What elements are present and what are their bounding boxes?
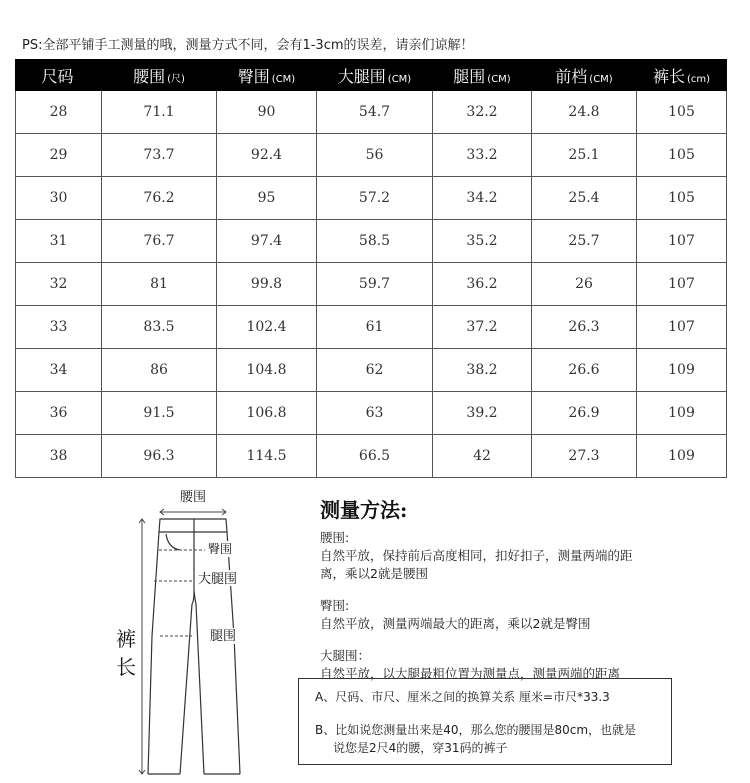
method-waist-title: 腰围:: [320, 530, 350, 545]
table-cell: 33.2: [433, 134, 532, 177]
header-unit: (CM): [487, 73, 511, 85]
header-label: 臀围: [237, 66, 270, 86]
method-hip-body: 自然平放，测量两端最大的距离，乘以2就是臀围: [320, 616, 591, 631]
table-cell: 109: [637, 392, 727, 435]
measurement-method: [320, 494, 740, 697]
table-cell: 28: [16, 91, 102, 134]
method-thigh-body: 自然平放，以大腿最粗位置为测量点，测量两端的距离: [320, 666, 621, 681]
table-cell: 36: [16, 392, 102, 435]
header-cell: [217, 60, 317, 91]
table-cell: 38.2: [433, 349, 532, 392]
table-cell: 32: [16, 263, 102, 306]
table-cell: 109: [637, 349, 727, 392]
table-cell: 56: [317, 134, 433, 177]
conversion-line-a: A、尺码、市尺、厘米之间的换算关系 厘米=市尺*33.3: [315, 690, 610, 704]
header-cell: [433, 60, 532, 91]
table-cell: 83.5: [102, 306, 217, 349]
table-cell: 71.1: [102, 91, 217, 134]
table-cell: 99.8: [217, 263, 317, 306]
table-cell: 90: [217, 91, 317, 134]
table-cell: 106.8: [217, 392, 317, 435]
measurement-note: PS:全部平铺手工测量的哦，测量方式不同，会有1-3cm的误差，请亲们谅解！: [22, 38, 474, 53]
table-cell: 25.7: [532, 220, 637, 263]
table-cell: 25.4: [532, 177, 637, 220]
method-hip: [320, 597, 740, 633]
table-cell: 26: [532, 263, 637, 306]
table-cell: 39.2: [433, 392, 532, 435]
table-row: [16, 91, 727, 134]
table-cell: 76.2: [102, 177, 217, 220]
table-cell: 61: [317, 306, 433, 349]
table-cell: 58.5: [317, 220, 433, 263]
thigh-label: 大腿围: [198, 572, 238, 587]
conversion-line-b: [315, 721, 665, 757]
table-row: [16, 134, 727, 177]
table-cell: 33: [16, 306, 102, 349]
header-unit: (cm): [686, 73, 711, 85]
table-cell: 96.3: [102, 435, 217, 478]
header-label: 尺码: [41, 66, 74, 86]
table-cell: 34: [16, 349, 102, 392]
leg-label: 腿围: [210, 629, 237, 644]
table-cell: 35.2: [433, 220, 532, 263]
header-cell: [317, 60, 433, 91]
header-cell: [16, 60, 102, 91]
table-cell: 30: [16, 177, 102, 220]
table-cell: 97.4: [217, 220, 317, 263]
header-cell: [637, 60, 727, 91]
header-cell: [102, 60, 217, 91]
table-cell: 102.4: [217, 306, 317, 349]
method-waist-body: 自然平放，保持前后高度相同，扣好扣子，测量两端的距离，乘以2就是腰围: [320, 548, 633, 581]
table-cell: 73.7: [102, 134, 217, 177]
header-unit: (CM): [387, 73, 412, 85]
table-cell: 42: [433, 435, 532, 478]
table-cell: 62: [317, 349, 433, 392]
table-row: [16, 349, 727, 392]
pants-diagram: [108, 486, 280, 776]
table-cell: 29: [16, 134, 102, 177]
header-unit: (CM): [589, 73, 613, 85]
conversion-line-b-1: B、比如说您测量出来是40，那么您的腰围是80cm，也就是: [315, 723, 637, 737]
table-cell: 63: [317, 392, 433, 435]
table-row: [16, 435, 727, 478]
method-thigh-title: 大腿围：: [320, 648, 371, 663]
method-waist: [320, 529, 740, 583]
hip-label: 臀围: [208, 542, 233, 556]
table-cell: 31: [16, 220, 102, 263]
table-cell: 92.4: [217, 134, 317, 177]
table-cell: 59.7: [317, 263, 433, 306]
header-unit: (尺): [167, 73, 185, 85]
size-table: [15, 59, 727, 478]
table-cell: 66.5: [317, 435, 433, 478]
table-cell: 37.2: [433, 306, 532, 349]
table-cell: 105: [637, 91, 727, 134]
table-cell: 105: [637, 134, 727, 177]
header-cell: [532, 60, 637, 91]
header-label: 腰围: [133, 66, 166, 86]
length-label-2: 长: [116, 655, 136, 679]
table-cell: 26.3: [532, 306, 637, 349]
table-cell: 95: [217, 177, 317, 220]
table-cell: 26.6: [532, 349, 637, 392]
header-label: 大腿围: [337, 66, 386, 86]
method-title: 测量方法:: [320, 498, 408, 522]
table-cell: 54.7: [317, 91, 433, 134]
table-row: [16, 177, 727, 220]
table-row: [16, 263, 727, 306]
table-row: [16, 220, 727, 263]
table-cell: 91.5: [102, 392, 217, 435]
conversion-line-b-2: 说您是2尺4的腰，穿31码的裤子: [333, 741, 508, 755]
header-label: 腿围: [453, 66, 486, 86]
table-cell: 107: [637, 220, 727, 263]
table-cell: 114.5: [217, 435, 317, 478]
header-label: 裤长: [652, 66, 685, 86]
table-cell: 27.3: [532, 435, 637, 478]
table-cell: 26.9: [532, 392, 637, 435]
table-row: [16, 392, 727, 435]
table-row: [16, 306, 727, 349]
table-cell: 107: [637, 263, 727, 306]
table-cell: 32.2: [433, 91, 532, 134]
table-cell: 25.1: [532, 134, 637, 177]
table-cell: 57.2: [317, 177, 433, 220]
table-cell: 86: [102, 349, 217, 392]
table-cell: 34.2: [433, 177, 532, 220]
table-cell: 104.8: [217, 349, 317, 392]
conversion-box: [298, 678, 672, 765]
table-cell: 76.7: [102, 220, 217, 263]
table-cell: 109: [637, 435, 727, 478]
table-cell: 105: [637, 177, 727, 220]
method-hip-title: 臀围:: [320, 598, 350, 613]
table-cell: 81: [102, 263, 217, 306]
table-cell: 24.8: [532, 91, 637, 134]
length-label-1: 裤: [116, 627, 136, 651]
table-cell: 36.2: [433, 263, 532, 306]
header-unit: (CM): [271, 73, 296, 85]
table-cell: 107: [637, 306, 727, 349]
waist-label: 腰围: [179, 490, 207, 505]
size-table-header: [16, 60, 727, 91]
size-table-body: [16, 91, 727, 478]
header-label: 前档: [555, 66, 588, 86]
table-cell: 38: [16, 435, 102, 478]
